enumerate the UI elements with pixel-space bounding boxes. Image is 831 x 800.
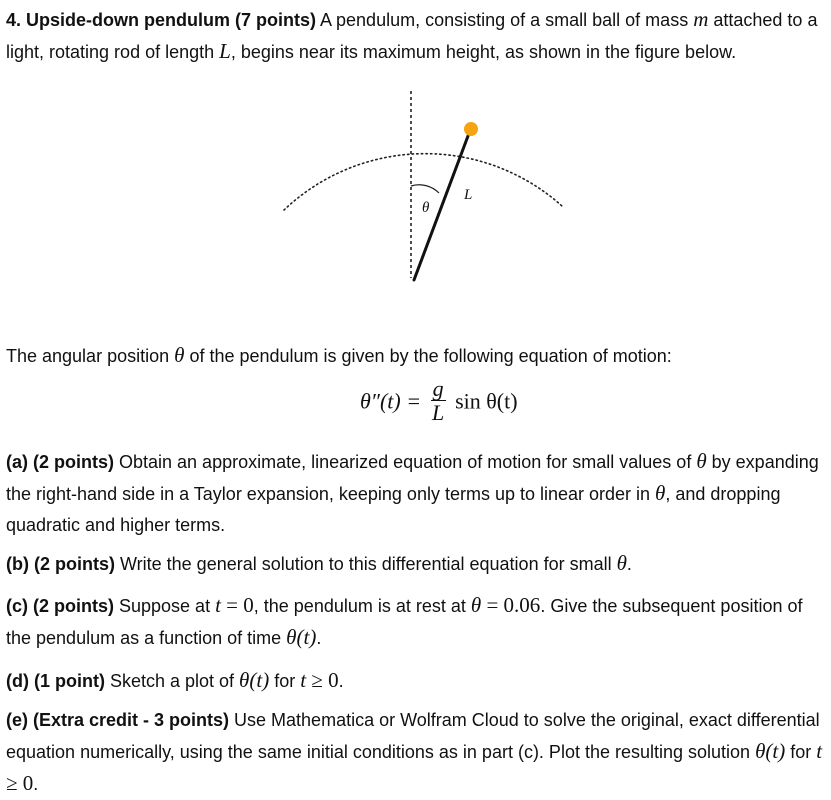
part-c-t-var: t — [215, 593, 221, 617]
equation-fraction — [431, 378, 446, 425]
part-a-text-2: by expanding the right-hand side in a Taylor expansion, keeping only terms up to linear order in — [6, 452, 819, 504]
pendulum-figure — [270, 88, 580, 288]
problem-intro — [6, 4, 828, 68]
part-a-text-1: Obtain an approximate, linearized equation of motion for small values of — [114, 452, 697, 472]
part-c-label: (c) (2 points) — [6, 596, 114, 616]
equation-rhs: sin θ(t) — [449, 388, 518, 414]
part-a-label: (a) (2 points) — [6, 452, 114, 472]
mass-symbol: m — [693, 7, 709, 31]
pendulum-ball — [464, 122, 478, 136]
equation-of-motion — [0, 374, 831, 434]
angle-arc — [411, 185, 439, 193]
rod-label: L — [464, 187, 473, 203]
part-b-text-1: Write the general solution to this differential equation for small — [114, 554, 617, 574]
part-b-text-2: . — [626, 554, 632, 574]
part-a-theta-2: θ — [655, 481, 666, 505]
part-d-text-3: . — [338, 671, 344, 691]
part-e-label: (e) (Extra credit - 3 points) — [6, 710, 230, 730]
part-d-cond: ≥ 0 — [306, 668, 339, 692]
part-e-text-3: . — [33, 774, 39, 794]
part-c-func: θ(t) — [286, 625, 317, 649]
fraction-denominator: L — [431, 400, 445, 425]
intro-text-c: , begins near its maximum height, as shown in the figure below. — [230, 42, 737, 62]
length-symbol: L — [219, 39, 231, 63]
equation-intro-a: The angular position — [6, 346, 175, 366]
part-e-text-1: Use Mathematica or Wolfram Cloud to solve the original, exact differential equation numerically, using the same initial conditions as in part (c). Plot the resulting solution — [6, 710, 820, 762]
part-e — [6, 705, 828, 800]
part-c-theta-eq: = 0.06 — [481, 593, 541, 617]
equation-intro-b: of the pendulum is given by the following equation of motion: — [184, 346, 672, 366]
part-e-cond: ≥ 0 — [6, 771, 34, 795]
equation-intro — [6, 340, 828, 372]
part-a — [6, 446, 828, 541]
fraction-numerator: g — [432, 376, 444, 401]
part-e-t-var: t — [816, 739, 823, 763]
part-a-text-3: , and dropping quadratic and higher terms. — [6, 484, 781, 535]
part-d-t-var: t — [300, 668, 307, 692]
part-b — [6, 548, 828, 580]
part-c — [6, 590, 828, 654]
part-d-func: θ(t) — [239, 668, 270, 692]
part-d — [6, 665, 828, 697]
part-c-theta: θ — [470, 593, 482, 617]
part-c-text-3: . Give the subsequent position of the pendulum as a function of time — [6, 596, 803, 648]
part-e-text-2: for — [785, 742, 817, 762]
part-d-text-2: for — [269, 671, 301, 691]
intro-text-a: A pendulum, consisting of a small ball of mass — [316, 10, 694, 30]
problem-title: 4. Upside-down pendulum (7 points) — [6, 10, 316, 30]
equation-lhs: θ″(t) = — [360, 388, 427, 414]
part-e-func: θ(t) — [755, 739, 786, 763]
part-b-theta: θ — [616, 551, 627, 575]
part-d-text-1: Sketch a plot of — [104, 671, 240, 691]
intro-text-b: attached to a light, rotating rod of length — [6, 10, 818, 62]
part-c-text-4: . — [316, 628, 322, 648]
part-c-t-eq: = 0 — [220, 593, 254, 617]
part-c-text-1: Suppose at — [114, 596, 216, 616]
part-b-label: (b) (2 points) — [6, 554, 115, 574]
theta-symbol: θ — [174, 343, 185, 367]
part-a-theta-1: θ — [696, 449, 707, 473]
part-d-label: (d) (1 point) — [6, 671, 105, 691]
part-c-text-2: , the pendulum is at rest at — [253, 596, 471, 616]
angle-label: θ — [422, 200, 430, 216]
